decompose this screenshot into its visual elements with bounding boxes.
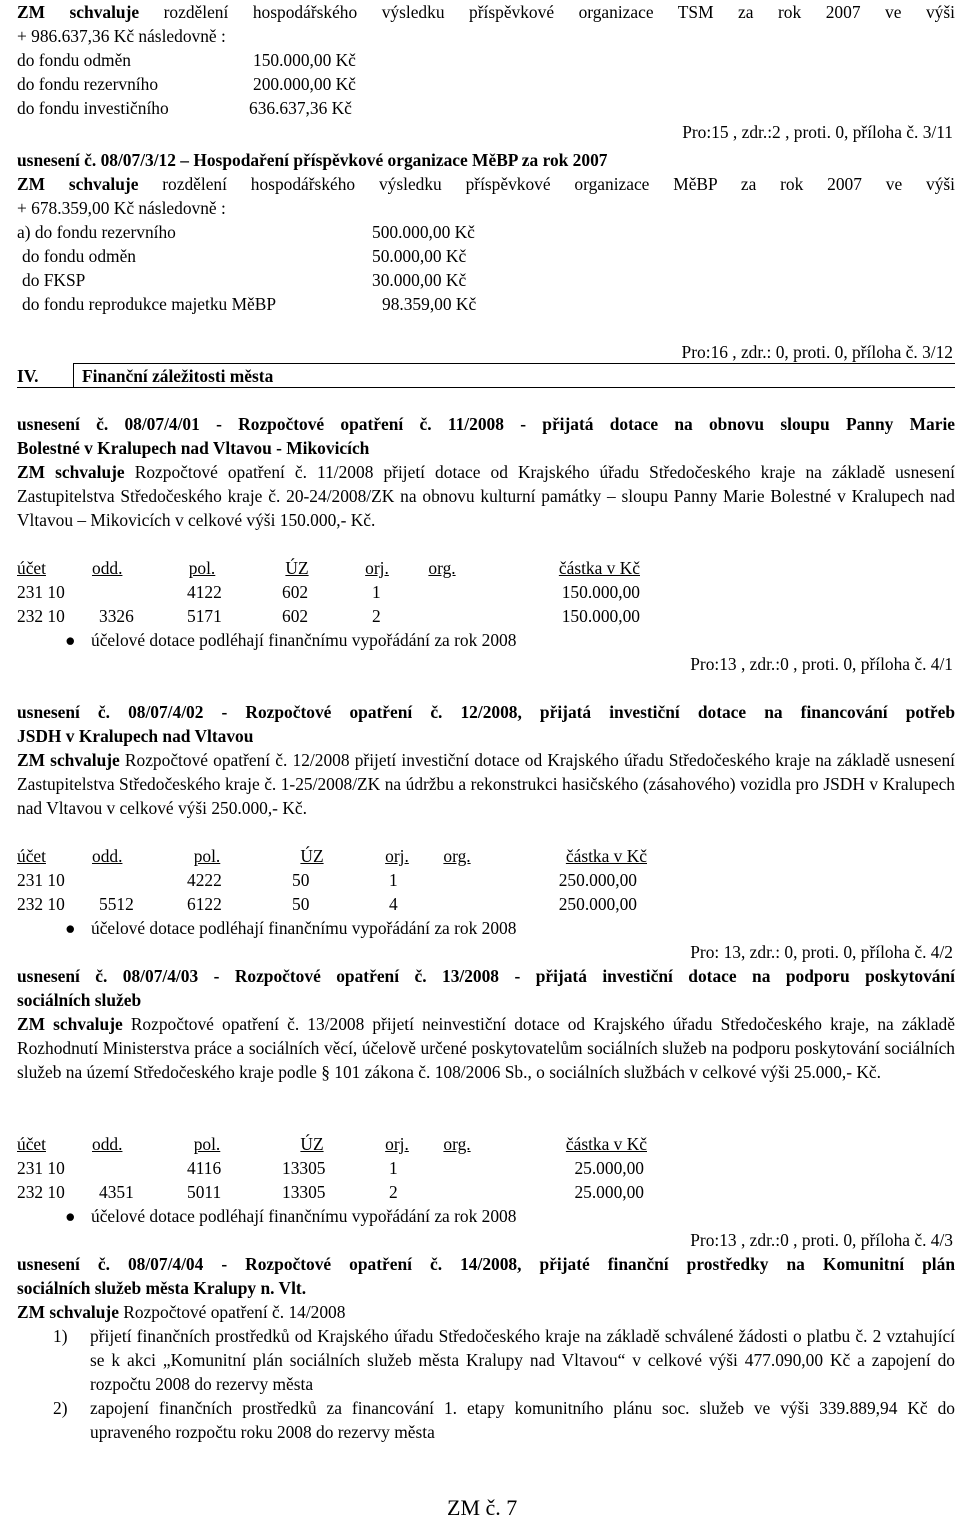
resolution-heading: usnesení č. 08/07/4/04 - Rozpočtové opatření č. 14/2008, přijaté finanční prostředky na Komunitní plán [17,1254,955,1274]
resolution-heading-cont: Bolestné v Kralupech nad Vltavou - Mikovicích [17,438,370,458]
note-text: účelové dotace podléhají finančnímu vypořádání za rok 2008 [91,1206,517,1226]
vote-result: Pro: 13, zdr.: 0, proti. 0, příloha č. 4/2 [690,942,953,962]
resolution-heading-cont: JSDH v Kralupech nad Vltavou [17,726,254,746]
table-row: 232 10 3326 5171 602 2 150.000,00 [17,606,640,626]
resolution-heading: usnesení č. 08/07/3/12 – Hospodaření příspěvkové organizace MěBP za rok 2007 [17,150,608,170]
fund-label: a) do fondu rezervního [17,222,176,242]
resolution-body: ZM schvaluje Rozpočtové opatření č. 11/2008 přijetí dotace od Krajského úřadu Středočeského kraje na základě usnesení Zastupitelstva Středočeského kraje č. 20-24/2008/ZK na obnovu kulturní památky – sloupu Panny Marie Bolestné v Kralupech nad Vltavou – Mikovicích v celkové výši 150.000,- Kč. [17,462,955,530]
fund-amount: 30.000,00 Kč [372,270,467,290]
section-divider [73,363,74,387]
approval-label: ZM schvaluje [17,1302,119,1322]
mebp-approval-line: ZM schvaluje rozdělení hospodářského výsledku příspěvkové organizace MěBP za rok 2007 ve výši [17,174,955,194]
section-title: Finanční záležitosti města [82,366,274,386]
resolution-heading: usnesení č. 08/07/4/03 - Rozpočtové opatření č. 13/2008 - přijatá investiční dotace na podporu poskytování [17,966,955,986]
resolution-heading-cont: sociálních služeb města Kralupy n. Vlt. [17,1278,307,1298]
section-number: IV. [17,366,39,386]
resolution-heading-cont: sociálních služeb [17,990,142,1010]
resolution-body: ZM schvaluje Rozpočtové opatření č. 12/2008 přijetí investiční dotace od Krajského úřadu Středočeského kraje na základě usnesení Zastupitelstva Středočeského kraje č. 1-25/2008/ZK na údržbu a rekonstrukci hasičského (zásahového) vozidla pro JSDH v Kralupech nad Vltavou v celkové výši 250.000,- Kč. [17,750,955,818]
fund-amount: 150.000,00 Kč [253,50,356,70]
fund-amount: 50.000,00 Kč [372,246,467,266]
vote-result: Pro:15 , zdr.:2 , proti. 0, příloha č. 3/11 [682,122,953,142]
tsm-approval-line: ZM schvaluje rozdělení hospodářského výsledku příspěvkové organizace TSM za rok 2007 ve výši [17,2,955,22]
approval-label: ZM schvaluje [17,750,120,770]
fund-amount: 500.000,00 Kč [372,222,475,242]
fund-label: do fondu rezervního [17,74,159,94]
list-item: zapojení finančních prostředků za financování 1. etapy komunitního plánu soc. služeb ve výši 339.889,94 Kč do upraveného rozpočtu roku 2008 do rezervy města [90,1398,955,1442]
table-header: účet odd. pol. ÚZ orj. org. částka v Kč [17,1134,647,1154]
fund-label: do fondu odměn [22,246,136,266]
note-text: účelové dotace podléhají finančnímu vypořádání za rok 2008 [91,918,517,938]
mebp-amount-line: + 678.359,00 Kč následovně : [17,198,226,218]
fund-amount: 98.359,00 Kč [382,294,477,314]
section-heading [17,364,955,388]
resolution-body: ZM schvaluje Rozpočtové opatření č. 14/2008 [17,1302,346,1322]
table-row: 231 10 4116 13305 1 25.000,00 [17,1158,644,1178]
fund-amount: 200.000,00 Kč [253,74,356,94]
note-bullet: ● [65,1206,76,1226]
note-text: účelové dotace podléhají finančnímu vypořádání za rok 2008 [91,630,517,650]
fund-label: do fondu odměn [17,50,131,70]
table-row: 231 10 4222 50 1 250.000,00 [17,870,637,890]
table-row: 232 10 5512 6122 50 4 250.000,00 [17,894,637,914]
vote-result: Pro:13 , zdr.:0 , proti. 0, příloha č. 4/3 [690,1230,953,1250]
list-item-number: 1) [53,1326,68,1346]
fund-label: do FKSP [22,270,86,290]
table-row: 231 10 4122 602 1 150.000,00 [17,582,640,602]
note-bullet: ● [65,630,76,650]
approval-label: ZM schvaluje [17,1014,123,1034]
table-header: účet odd. pol. ÚZ orj. org. částka v Kč [17,846,647,866]
table-row: 232 10 4351 5011 13305 2 25.000,00 [17,1182,644,1202]
table-header: účet odd. pol. ÚZ orj. org. částka v Kč [17,558,640,578]
fund-amount: 636.637,36 Kč [249,98,352,118]
resolution-body: ZM schvaluje Rozpočtové opatření č. 13/2008 přijetí neinvestiční dotace od Krajského úřadu Středočeského kraje, na základě Rozhodnutí Ministerstva práce a sociálních věcí, účelově určené poskytovatelům sociálních služeb na podporu poskytování sociálních služeb na území Středočeského kraje podle § 101 zákona č. 108/2006 Sb., o sociálních službách v celkové výši 25.000,- Kč. [17,1014,955,1082]
tsm-amount-line: + 986.637,36 Kč následovně : [17,26,226,46]
approval-label: ZM schvaluje [17,2,140,22]
fund-label: do fondu investičního [17,98,169,118]
list-item: přijetí finančních prostředků od Krajského úřadu Středočeského kraje na základě schválené žádosti o platbu č. 2 vztahující se k akci „Komunitní plán sociálních služeb města Kralupy nad Vltavou“ v celkové výši 477.090,00 Kč a zapojení do rozpočtu 2008 do rezervy města [90,1326,955,1394]
approval-label: ZM schvaluje [17,462,125,482]
vote-result: Pro:13 , zdr.:0 , proti. 0, příloha č. 4/1 [690,654,953,674]
page-footer: ZM č. 7 [447,1495,518,1520]
list-item-number: 2) [53,1398,68,1418]
note-bullet: ● [65,918,76,938]
resolution-heading: usnesení č. 08/07/4/01 - Rozpočtové opatření č. 11/2008 - přijatá dotace na obnovu sloupu Panny Marie [17,414,955,434]
vote-result: Pro:16 , zdr.: 0, proti. 0, příloha č. 3/12 [681,342,953,362]
fund-label: do fondu reprodukce majetku MěBP [22,294,277,314]
resolution-heading: usnesení č. 08/07/4/02 - Rozpočtové opatření č. 12/2008, přijatá investiční dotace na financování potřeb [17,702,955,722]
approval-label: ZM schvaluje [17,174,139,194]
